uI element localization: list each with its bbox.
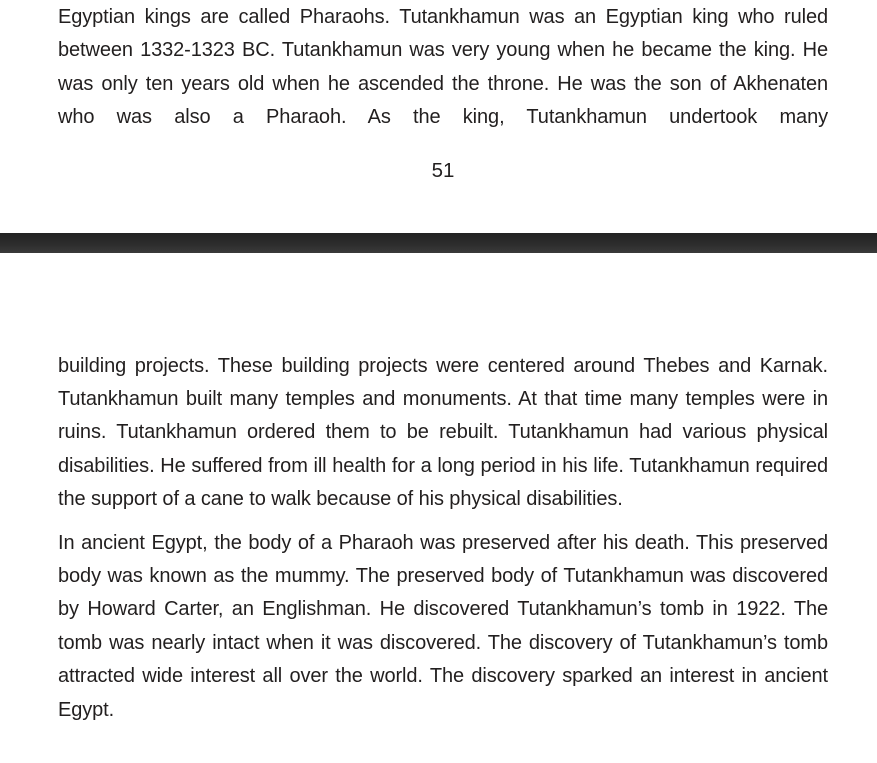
paragraph-mummy-discovery: In ancient Egypt, the body of a Pharaoh was preserved after his death. This preserved body was known as the mummy. The preserved body of Tutankhamun was discovered by Howard Carter, an Englishman. He discovered Tutankhamun’s tomb in 1922. The tomb was nearly intact when it was discovered. The discovery of Tutankhamun’s tomb attracted wide interest all over the world. The discovery sparked an interest in ancient Egypt. xyxy=(58,531,828,721)
page-number: 51 xyxy=(431,158,455,182)
page-current-top xyxy=(0,253,877,727)
page-previous-bottom xyxy=(0,0,877,187)
page-gap-separator xyxy=(0,233,877,253)
paragraph-building-projects: building projects. These building projects were centered around Thebes and Karnak. Tutankhamun built many temples and monuments. At that time many temples were in ruins. Tutankhamun ordered them to be rebuilt. Tutankhamun had various physical disabilities. He suffered from ill health for a long period in his life. Tutankhamun required the support of a cane to walk because of his physical disabilities. xyxy=(58,354,828,511)
body-text-fragment: Egyptian kings are called Pharaohs. Tutankhamun was an Egyptian king who ruled between 1332-1323 BC. Tutankhamun was very young when he became the king. He was only ten years old when he ascended the throne. He was the son of Akhenaten who was also a Pharaoh. As the king, Tutankhamun undertook many xyxy=(58,6,828,129)
